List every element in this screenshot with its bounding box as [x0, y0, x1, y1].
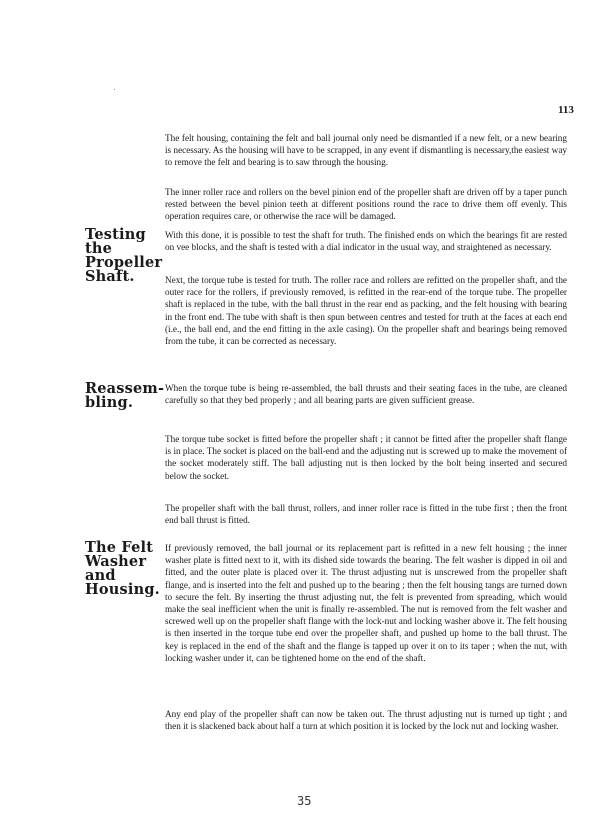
paragraph: If previously removed, the ball journal or its replacement part is refitted in a new felt housing ; the inner washer plate is fitted next to it, with its dished side towards the bearing. The felt washer is dipped in oil and fitted, and the outer plate is placed over it. The thrust adjusting nut is unscrewed from the propeller shaft flange, and is inserted into the felt and pushed up to the bearing ; then the felt housing tangs are turned down to secure the felt. By inserting the thrust adjusting nut, the felt is prevented from spreading, which would make the seal inefficient when the unit is finally re-assembled. The nut is removed from the felt washer and screwed well up on the propeller shaft flange with the lock-nut and locking washer above it. The felt housing is then inserted in the torque tube end over the propeller shaft, and pushed up home to the ball thrust. The key is replaced in the end of the shaft and the flange is tapped up over it on to its taper ; when the nut, with locking washer under it, can be tightened home on the end of the shaft.	[165, 543, 567, 663]
section-heading-felt-washer	[85, 541, 165, 597]
heading-line: Washer	[85, 553, 147, 570]
folio-number: 35	[297, 794, 312, 808]
paragraph: Any end play of the propeller shaft can now be taken out. The thrust adjusting nut is turned up tight ; and then it is slackened back about half a turn at which position it is locked by the lock nut and locking washer.	[165, 709, 567, 732]
heading-line: and	[85, 567, 116, 584]
paragraph: When the torque tube is being re-assembled, the ball thrusts and their seating faces in the tube, are cleaned carefully so that they bed properly ; and all bearing parts are given sufficient grease.	[165, 383, 567, 406]
paragraph: Next, the torque tube is tested for truth. The roller race and rollers are refitted on the propeller shaft, and the outer race for the rollers, if previously removed, is refitted in the rear-end of the torque tube. The propeller shaft is replaced in the tube, with the ball thrust in the rear end as packing, and the felt housing with bearing in the front end. The tube with shaft is then spun between centres and tested for truth at the faces at each end (i.e., the ball end, and the end fitting in the axle casing). On the propeller shaft and bearings being removed from the tube, it can be corrected as necessary.	[165, 275, 567, 347]
section-heading-testing	[85, 228, 165, 284]
page-number: 113	[558, 104, 574, 116]
paragraph: With this done, it is possible to test the shaft for truth. The finished ends on which the bearings fit are rested on vee blocks, and the shaft is tested with a dial indicator in the usual way, and straightened as necessary.	[165, 230, 567, 253]
paragraph: The inner roller race and rollers on the bevel pinion end of the propeller shaft are driven off by a taper punch rested between the bevel pinion teeth at different positions round the race to drive them off evenly. This operation requires care, or otherwise the race will be damaged.	[165, 187, 567, 222]
heading-line: The Felt	[85, 539, 154, 556]
heading-line: Reassem-	[85, 380, 165, 397]
scan-speck	[114, 89, 115, 90]
heading-line: Testing	[85, 226, 146, 243]
paragraph: The torque tube socket is fitted before the propeller shaft ; it cannot be fitted after the propeller shaft flange is in place. The socket is placed on the ball-end and the adjusting nut is screwed up to make the movement of the socket moderately stiff. The ball adjusting nut is then locked by the bolt being inserted and secured below the socket.	[165, 434, 567, 481]
heading-line: Propeller	[85, 254, 163, 271]
heading-line: the	[85, 240, 113, 257]
heading-line: Shaft.	[85, 268, 135, 285]
heading-line: bling.	[85, 394, 134, 411]
paragraph: The propeller shaft with the ball thrust, rollers, and inner roller race is fitted in the tube first ; then the front end ball thrust is fitted.	[165, 503, 567, 526]
section-heading-reassembling	[85, 382, 165, 410]
heading-line: Housing.	[85, 581, 160, 598]
paragraph: The felt housing, containing the felt and ball journal only need be dismantled if a new felt, or a new bearing is necessary. As the housing will have to be scrapped, in any event if dismantling is necessary,the easiest way to remove the felt and bearing is to saw through the housing.	[165, 133, 567, 168]
